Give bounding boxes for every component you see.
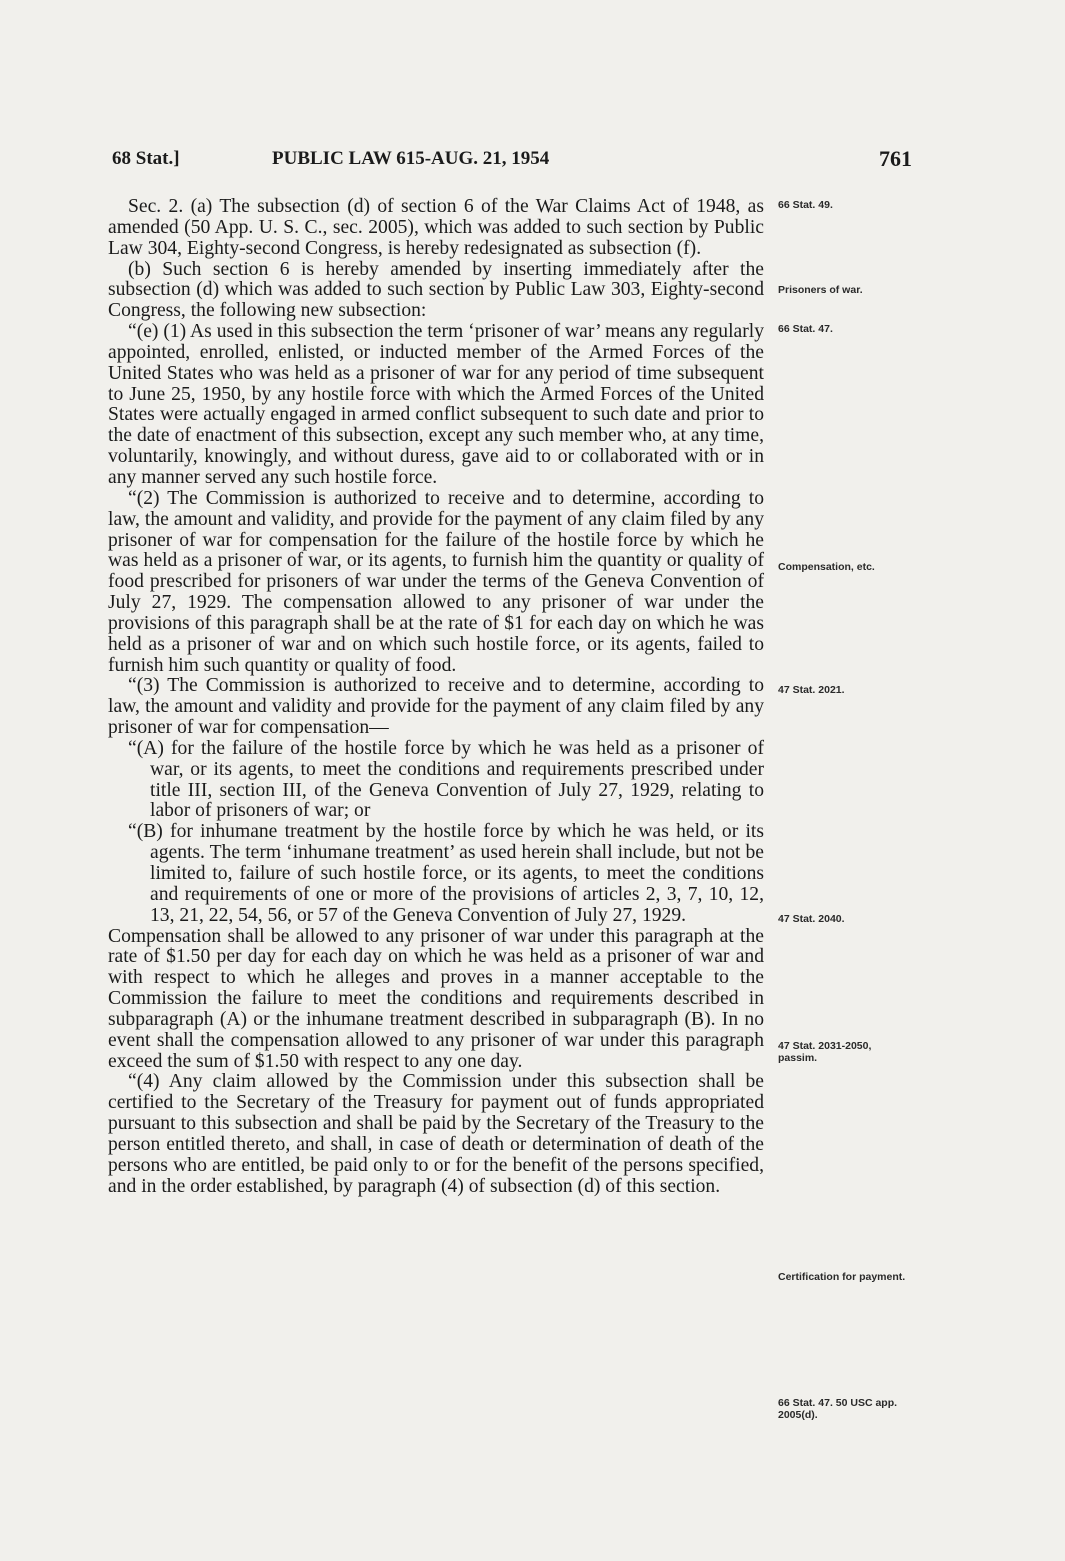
margin-note: Certification for payment. bbox=[778, 1271, 906, 1283]
margin-note: Compensation, etc. bbox=[778, 561, 875, 573]
margin-note: Prisoners of war. bbox=[778, 284, 863, 296]
page-number: 761 bbox=[879, 146, 912, 171]
margin-note: 47 Stat. 2031-2050, passim. bbox=[778, 1040, 872, 1064]
paragraph-e2: “(2) The Commission is authorized to receive and to determine, according to law, the amount and validity, and provide for the payment of any claim filed by any prisoner of war for compensation for the failure of the hostile force by which he was held as a prisoner of war, or its agents, to furnish him the quantity or quality of food prescribed for prisoners of war under the terms of the Geneva Convention of July 27, 1929. The compensation allowed to any prisoner of war under the provisions of this paragraph shall be at the rate of $1 for each day on which he was held as a prisoner of war and on which such hostile force, or its agents, failed to furnish him such quantity or quality of food. bbox=[108, 487, 764, 676]
body-text bbox=[108, 197, 764, 1198]
law-title: PUBLIC LAW 615-AUG. 21, 1954 bbox=[272, 148, 550, 169]
margin-note: 66 Stat. 49. bbox=[778, 199, 833, 211]
paragraph-compensation: Compensation shall be allowed to any prisoner of war under this paragraph at the rate of $1.50 per day for each day on which he was held as a prisoner of war and with respect to which he alleges and proves in a manner acceptable to the Commission the failure to meet the conditions and requirements described in subparagraph (A) or the inhumane treatment described in subparagraph (B). In no event shall the compensation allowed to any prisoner of war under this paragraph exceed the sum of $1.50 with respect to any one day. bbox=[108, 925, 764, 1072]
paragraph-sec2-a: Sec. 2. (a) The subsection (d) of section 6 of the War Claims Act of 1948, as amended (50 App. U. S. C., sec. 2005), which was added to such section by Public Law 304, Eighty-second Congress, is hereby redesignated as subsection (f). bbox=[108, 196, 764, 259]
margin-note: 47 Stat. 2040. bbox=[778, 913, 845, 925]
paragraph-sec2-b: (b) Such section 6 is hereby amended by inserting immediately after the subsection (d) which was added to such section by Public Law 303, Eighty-second Congress, the following new subsection: bbox=[108, 258, 764, 322]
margin-note: 66 Stat. 47. bbox=[778, 323, 833, 335]
statute-volume: 68 Stat.] bbox=[112, 148, 180, 169]
paragraph-e1: “(e) (1) As used in this subsection the term ‘prisoner of war’ means any regularly appointed, enrolled, enlisted, or inducted member of the Armed Forces of the United States who was held as a prisoner of war for any period of time subsequent to June 25, 1950, by any hostile force with which the Armed Forces of the United States were actually engaged in armed conflict subsequent to such date and prior to the date of enactment of this subsection, except any such member who, at any time, voluntarily, knowingly, and without duress, gave aid to or collaborated with or in any manner served any such hostile force. bbox=[108, 321, 764, 488]
margin-note: 47 Stat. 2021. bbox=[778, 684, 845, 696]
running-header bbox=[112, 148, 912, 178]
subparagraph-a: “(A) for the failure of the hostile force by which he was held as a prisoner of war, or its agents, to meet the conditions and requirements prescribed under title III, section III, of the Geneva Convention of July 27, 1929, relating to labor of prisoners of war; or bbox=[128, 737, 764, 822]
paragraph-e4: “(4) Any claim allowed by the Commission under this subsection shall be certified to the Secretary of the Treasury for payment out of funds appropriated pursuant to this subsection and shall be paid by the Secretary of the Treasury to the person entitled thereto, and shall, in case of death or determination of death of the persons who are entitled, be paid only to or for the benefit of the persons specified, and in the order established, by paragraph (4) of subsection (d) of this section. bbox=[108, 1071, 764, 1197]
subparagraph-b: “(B) for inhumane treatment by the hostile force by which he was held, or its agents. The term ‘inhumane treatment’ as used herein shall include, but not be limited to, failure of such hostile force, or its agents, to meet the conditions and requirements of one or more of the provisions of articles 2, 3, 7, 10, 12, 13, 21, 22, 54, 56, or 57 of the Geneva Convention of July 27, 1929. bbox=[128, 821, 764, 926]
margin-note: 66 Stat. 47. 50 USC app. 2005(d). bbox=[778, 1397, 898, 1421]
paragraph-e3: “(3) The Commission is authorized to receive and to determine, according to law, the amount and validity and provide for the payment of any claim filed by any prisoner of war for compensation— bbox=[108, 675, 764, 739]
